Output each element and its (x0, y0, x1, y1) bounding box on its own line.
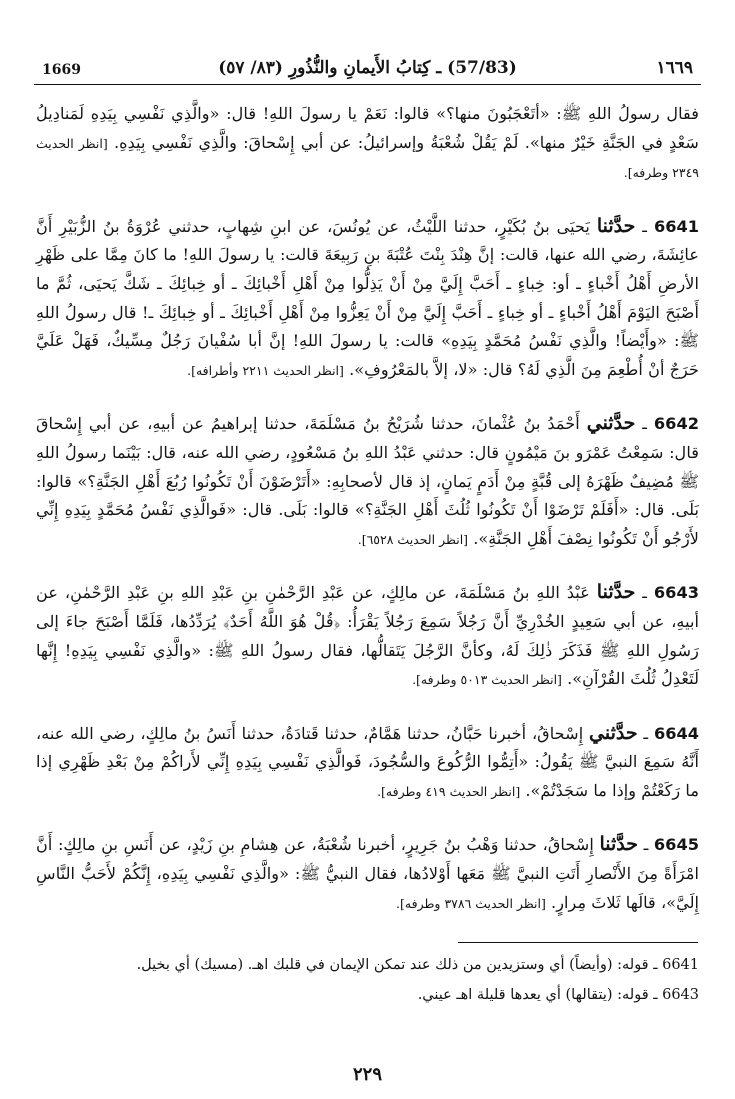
footnote-divider (458, 942, 698, 943)
chapter-title: (57/83) ـ كِتابُ الأَيمانِ والنُّذُورِ (٨٣/ ٥٧) (218, 58, 517, 78)
hadith-text: إِسْحاقُ، أخبرنا حَبَّانُ، حدثنا هَمَّامٌ، حدثنا قَتادَةُ، حدثنا أَنَسُ بنُ مالِكٍ، رضي الله عنه، أَنَّهُ سَمِعَ النبيَّ ﷺ يَقُولُ: «أَتِمُّوا الرُّكُوعَ والسُّجُودَ، فَوالَّذِي نَفْسِي بِيَدِهِ إِنِّي لأَراكُمْ مِنْ بَعْدِ ظَهْرِي إذا ما رَكَعْتُمْ وإذا ما سَجَدْتُمْ». (36, 723, 699, 800)
hadith-6643: 6643 ـ حدَّثنا عَبْدُ اللهِ بنُ مَسْلَمَةَ، عن مالِكٍ، عن عَبْدِ الرَّحْمٰنِ بنِ عَبْدِ اللهِ بنِ عَبْدِ الرَّحْمٰنِ، عن أبيهِ، عن أبي سَعِيدٍ الخُدْرِيِّ أَنَّ رَجُلاً سَمِعَ رَجُلاً يَقْرَأُ: ﴿قُلْ هُوَ اللَّهُ أَحَدٌ﴾ يُرَدِّدُها، فَلَمَّا أَصْبَحَ جاءَ إلى رَسُولِ اللهِ ﷺ فَذَكَرَ ذٰلِكَ لَهُ، وكأنَّ الرَّجُلَ يَتَقالُّها، فقال رسولُ اللهِ ﷺ: «والَّذِي نَفْسِي بِيَدِهِ! إِنَّها لَتَعْدِلُ ثُلُثَ القُرْآنِ». [انظر الحديث ٥٠١٣ وطرفه]. (36, 581, 699, 689)
cross-reference: [انظر الحديث ٦٥٢٨]. (357, 531, 469, 547)
footnotes (36, 950, 699, 1010)
hadith-number: 6641 (653, 216, 699, 236)
footnote: 6641 ـ قوله: (وأيضاً) أي وستزيدين من ذلك عند تمكن الإيمان في قلبك اهـ. (مسيك) أي بخيل. (136, 957, 699, 973)
cross-reference: [انظر الحديث ٤١٩ وطرفه]. (377, 783, 521, 799)
sanad-opening: حدَّثنا (596, 581, 636, 604)
hadith-text: فقال رسولُ اللهِ ﷺ: «أتَعْجَبُونَ منها؟» قالوا: نَعَمْ يا رسولَ اللهِ! قال: «والَّذِي نَفْسِي بِيَدِهِ لَمَنادِيلُ سَعْدٍ في الجَنَّةِ خَيْرٌ منها». لَمْ يَقُلْ شُعْبَةُ وإسرائيلُ: عن أبي إِسْحاقَ: والَّذِي نَفْسِي بِيَدِهِ. (36, 104, 699, 152)
cross-reference: [انظر الحديث ٣٧٨٦ وطرفه]. (396, 895, 546, 911)
sanad-opening: حدَّثني (589, 721, 638, 744)
page-number-arabic: ١٦٦٩ (656, 58, 693, 78)
hadith-6645: 6645 ـ حدَّثنا إِسْحاقُ، حدثنا وَهْبُ بنُ جَرِيرٍ، أخبرنا شُعْبَةُ، عن هِشامِ بنِ زَيْدٍ، عن أَنَسِ بنِ مالِكٍ: أَنَّ امْرَأَةً مِنَ الأَنْصارِ أَتَتِ النبيَّ ﷺ مَعَها أَوْلادُها، فقال النبيُّ ﷺ: «والَّذِي نَفْسِي بِيَدِهِ، إِنَّكُمْ لأَحَبُّ النَّاسِ إِلَيَّ»، قالَها ثَلاثَ مِرارٍ. [انظر الحديث ٣٧٨٦ وطرفه]. (36, 833, 699, 912)
hadith-text: إِسْحاقُ، حدثنا وَهْبُ بنُ جَرِيرٍ، أخبرنا شُعْبَةُ، عن هِشامِ بنِ زَيْدٍ، عن أَنَسِ بنِ مالِكٍ: أَنَّ امْرَأَةً مِنَ الأَنْصارِ أَتَتِ النبيَّ ﷺ مَعَها أَوْلادُها، فقال النبيُّ ﷺ: «والَّذِي نَفْسِي بِيَدِهِ، إِنَّكُمْ لأَحَبُّ النَّاسِ إِلَيَّ»، قالَها ثَلاثَ مِرارٍ. (36, 835, 699, 912)
hadith-6644: 6644 ـ حدَّثني إِسْحاقُ، أخبرنا حَبَّانُ، حدثنا هَمَّامٌ، حدثنا قَتادَةُ، حدثنا أَنَسُ بنُ مالِكٍ، رضي الله عنه، أَنَّهُ سَمِعَ النبيَّ ﷺ يَقُولُ: «أَتِمُّوا الرُّكُوعَ والسُّجُودَ، فَوالَّذِي نَفْسِي بِيَدِهِ إِنِّي لأَراكُمْ مِنْ بَعْدِ ظَهْرِي إذا ما رَكَعْتُمْ وإذا ما سَجَدْتُمْ». [انظر الحديث ٤١٩ وطرفه]. (36, 721, 700, 800)
sanad-opening: حدَّثنا (596, 214, 636, 237)
cross-reference: [انظر الحديث ٢٣٤٩ وطرفه]. (36, 135, 699, 181)
sanad-opening: حدَّثني (586, 412, 636, 435)
hadith-6641: 6641 ـ حدَّثنا يَحيَى بنُ بُكَيْرٍ، حدثنا اللَّيْثُ، عن يُونُسَ، عن ابنِ شِهابٍ، حدثني عُرْوَةُ بنُ الزُّبَيْرِ أَنَّ عائِشَةَ، رضي الله عنها، قالت: إنَّ هِنْدَ بِنْتَ عُتْبَةَ بنِ رَبِيعَةَ قالت: يا رسولَ اللهِ! ما كانَ مِمَّا على ظَهْرِ الأرضِ أَهْلُ أَخْباءٍ ـ أو: خِباءٍ ـ أَحَبَّ إِلَيَّ مِنْ أَنْ يَذِلُّوا مِنْ أَهْلِ أَخْبائِكَ ـ أو خِبائِكَ ـ شَكَّ يَحيَى، ثُمَّ ما أَصْبَحَ اليَوْمَ أَهْلُ أَخْباءٍ ـ أو خِباءٍ ـ أَحَبَّ إِلَيَّ مِنْ أَنْ يَعِزُّوا مِنْ أَهْلِ أَخْبائِكَ ـ أو خِبائِكَ ـ! قال رسولُ اللهِ ﷺ: «وأَيْضاً! والَّذِي نَفْسُ مُحَمَّدٍ بِيَدِهِ» قالت: يا رسولَ اللهِ! إنَّ أبا سُفْيانَ رَجُلٌ مِسِّيكٌ، فَهَلْ عَلَيَّ حَرَجٌ أنْ أُطْعِمَ مِنَ الَّذِي لَهُ؟ قال: «لا، إلاَّ بالمَعْرُوفِ». [انظر الحديث ٢٢١١ وأطرافه]. (36, 214, 699, 379)
hadith-number: 6644 (653, 723, 700, 743)
hadith-number: 6645 (653, 835, 699, 855)
footnote: 6643 ـ قوله: (يتقالها) أي يعدها قليلة اهـ عيني. (417, 987, 699, 1003)
main-text (36, 100, 699, 918)
cross-reference: [انظر الحديث ٥٠١٣ وطرفه]. (412, 672, 562, 688)
hadith-continuation (36, 100, 699, 188)
footer-page-number: ٢٢٩ (352, 1064, 382, 1085)
hadith-number: 6642 (653, 414, 699, 434)
cross-reference: [انظر الحديث ٢٢١١ وأطرافه]. (187, 362, 344, 378)
hadith-text: أَحْمَدُ بنُ عُثْمانَ، حدثنا شُرَيْحُ بنُ مَسْلَمَةَ، حدثنا إبراهيمُ عن أبيهِ، عن أبي إِسْحاقَ قال: سَمِعْتُ عَمْرَو بنَ مَيْمُونٍ قال: حدثني عَبْدُ اللهِ بنُ مَسْعُودٍ، رضي الله عنه، قال: بَيْنَما رسولُ اللهِ ﷺ مُضِيفٌ ظَهْرَهُ إلى قُبَّةٍ مِنْ أَدَمٍ يَمانٍ، إذ قال لأصحابِهِ: «أَتَرْضَوْنَ أَنْ تَكُونُوا رُبُعَ أَهْلِ الجَنَّةِ؟» قالوا: بَلَى. قال: «أَفَلَمْ تَرْضَوْا أَنْ تَكُونُوا ثُلُثَ أَهْلِ الجَنَّةِ؟» قالوا: بَلَى. قال: «فَوالَّذِي نَفْسُ مُحَمَّدٍ بِيَدِهِ إِنِّي لأَرْجُو أَنْ تَكُونُوا نِصْفَ أَهْلِ الجَنَّةِ». (36, 414, 699, 548)
hadith-6642: 6642 ـ حدَّثني أَحْمَدُ بنُ عُثْمانَ، حدثنا شُرَيْحُ بنُ مَسْلَمَةَ، حدثنا إبراهيمُ عن أبيهِ، عن أبي إِسْحاقَ قال: سَمِعْتُ عَمْرَو بنَ مَيْمُونٍ قال: حدثني عَبْدُ اللهِ بنُ مَسْعُودٍ، رضي الله عنه، قال: بَيْنَما رسولُ اللهِ ﷺ مُضِيفٌ ظَهْرَهُ إلى قُبَّةٍ مِنْ أَدَمٍ يَمانٍ، إذ قال لأصحابِهِ: «أَتَرْضَوْنَ أَنْ تَكُونُوا رُبُعَ أَهْلِ الجَنَّةِ؟» قالوا: بَلَى. قال: «أَفَلَمْ تَرْضَوْا أَنْ تَكُونُوا ثُلُثَ أَهْلِ الجَنَّةِ؟» قالوا: بَلَى. قال: «فَوالَّذِي نَفْسُ مُحَمَّدٍ بِيَدِهِ إِنِّي لأَرْجُو أَنْ تَكُونُوا نِصْفَ أَهْلِ الجَنَّةِ». [انظر الحديث ٦٥٢٨]. (36, 412, 699, 548)
page-number-latin: 1669 (42, 62, 81, 78)
hadith-text: يَحيَى بنُ بُكَيْرٍ، حدثنا اللَّيْثُ، عن يُونُسَ، عن ابنِ شِهابٍ، حدثني عُرْوَةُ بنُ الزُّبَيْرِ أَنَّ عائِشَةَ، رضي الله عنها، قالت: إنَّ هِنْدَ بِنْتَ عُتْبَةَ بنِ رَبِيعَةَ قالت: يا رسولَ اللهِ! ما كانَ مِمَّا على ظَهْرِ الأرضِ أَهْلُ أَخْباءٍ ـ أو: خِباءٍ ـ أَحَبَّ إِلَيَّ مِنْ أَنْ يَذِلُّوا مِنْ أَهْلِ أَخْبائِكَ ـ أو خِبائِكَ ـ شَكَّ يَحيَى، ثُمَّ ما أَصْبَحَ اليَوْمَ أَهْلُ أَخْباءٍ ـ أو خِباءٍ ـ أَحَبَّ إِلَيَّ مِنْ أَنْ يَعِزُّوا مِنْ أَهْلِ أَخْبائِكَ ـ أو خِبائِكَ ـ! قال رسولُ اللهِ ﷺ: «وأَيْضاً! والَّذِي نَفْسُ مُحَمَّدٍ بِيَدِهِ» قالت: يا رسولَ اللهِ! إنَّ أبا سُفْيانَ رَجُلٌ مِسِّيكٌ، فَهَلْ عَلَيَّ حَرَجٌ أنْ أُطْعِمَ مِنَ الَّذِي لَهُ؟ قال: «لا، إلاَّ بالمَعْرُوفِ». (36, 216, 699, 379)
hadith-number: 6643 (653, 583, 699, 603)
hadith-text: عَبْدُ اللهِ بنُ مَسْلَمَةَ، عن مالِكٍ، عن عَبْدِ الرَّحْمٰنِ بنِ عَبْدِ اللهِ بنِ عَبْدِ الرَّحْمٰنِ، عن أبيهِ، عن أبي سَعِيدٍ الخُدْرِيِّ أَنَّ رَجُلاً سَمِعَ رَجُلاً يَقْرَأُ: ﴿قُلْ هُوَ اللَّهُ أَحَدٌ﴾ يُرَدِّدُها، فَلَمَّا أَصْبَحَ جاءَ إلى رَسُولِ اللهِ ﷺ فَذَكَرَ ذٰلِكَ لَهُ، وكأنَّ الرَّجُلَ يَتَقالُّها، فقال رسولُ اللهِ ﷺ: «والَّذِي نَفْسِي بِيَدِهِ! إِنَّها لَتَعْدِلُ ثُلُثَ القُرْآنِ». (36, 583, 699, 689)
running-header (34, 58, 701, 85)
sanad-opening: حدَّثنا (599, 833, 638, 856)
